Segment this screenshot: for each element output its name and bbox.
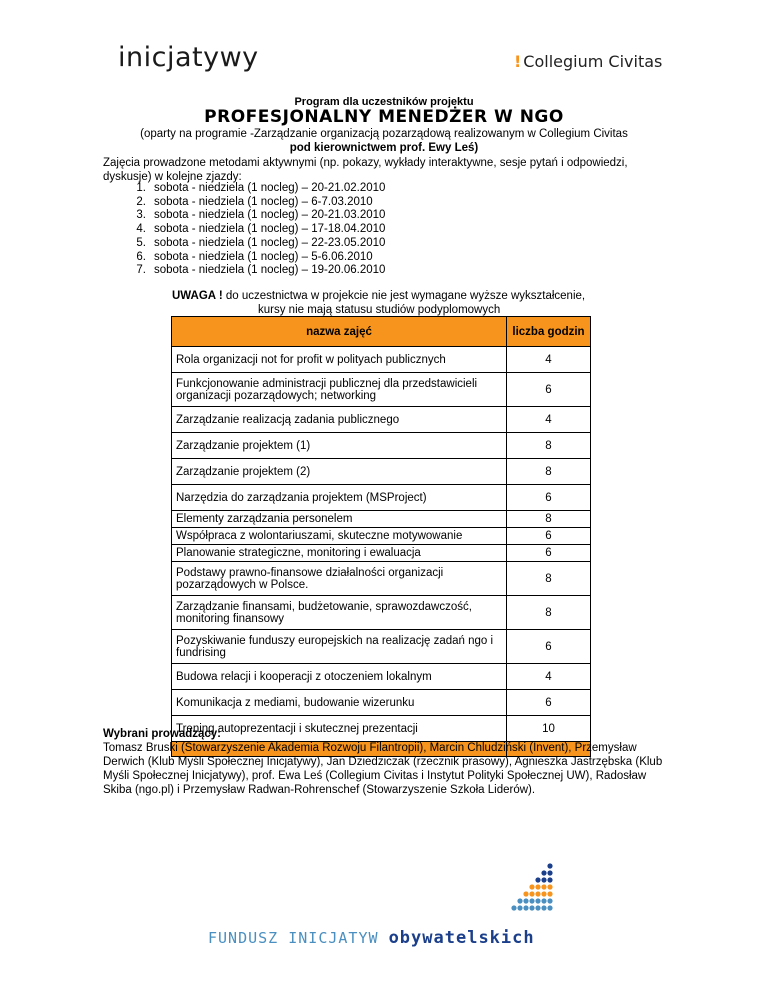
- table-row: [172, 690, 591, 716]
- intro-text: Program dla uczestników projektu: [294, 96, 474, 108]
- fund-logo: [208, 928, 535, 948]
- fund-text-2: obywatelskich: [388, 928, 535, 948]
- course-name-cell: Zarządzanie finansami, budżetowanie, sprawozdawczość, monitoring finansowy: [172, 596, 507, 630]
- warning-note: [172, 290, 585, 317]
- table-row: [172, 407, 591, 433]
- collegium-civitas-logo: [514, 52, 662, 71]
- course-name-cell: Funkcjonowanie administracji publicznej dla przedstawicieli organizacji pozarządowych; networking: [172, 373, 507, 407]
- course-name-cell: Współpraca z wolontariuszami, skuteczne motywowanie: [172, 528, 507, 545]
- logo-text: Collegium Civitas: [523, 52, 663, 71]
- course-hours-cell: 8: [506, 433, 590, 459]
- course-hours-cell: 6: [506, 485, 590, 511]
- course-hours-cell: 10: [506, 716, 590, 742]
- session-text: sobota - niedziela (1 nocleg) – 17-18.04.2010: [154, 223, 386, 236]
- session-item: [106, 237, 385, 251]
- session-number: 4.: [136, 223, 146, 236]
- course-hours-cell: 6: [506, 545, 590, 562]
- course-hours-cell: 4: [506, 347, 590, 373]
- course-hours-cell: 8: [506, 596, 590, 630]
- session-text: sobota - niedziela (1 nocleg) – 19-20.06.2010: [154, 264, 386, 277]
- course-name-cell: Zarządzanie realizacją zadania publicznego: [172, 407, 507, 433]
- table-row: [172, 528, 591, 545]
- course-name-cell: Elementy zarządzania personelem: [172, 511, 507, 528]
- course-hours-cell: 4: [506, 407, 590, 433]
- page-title: PROFESJONALNY MENEDŻER W NGO: [204, 107, 564, 127]
- course-hours-cell: 8: [506, 562, 590, 596]
- table-row: [172, 630, 591, 664]
- table-row: [172, 433, 591, 459]
- session-item: [106, 182, 385, 196]
- session-item: [106, 196, 385, 210]
- session-number: 3.: [136, 209, 146, 222]
- session-list: [106, 182, 385, 278]
- session-text: sobota - niedziela (1 nocleg) – 20-21.03.2010: [154, 209, 386, 222]
- table-row: [172, 373, 591, 407]
- course-name-cell: Rola organizacji not for profit w polityach publicznych: [172, 347, 507, 373]
- table-row: [172, 511, 591, 528]
- methods-text: Zajęcia prowadzone metodami aktywnymi (np. pokazy, wykłady interaktywne, sesje pytań i odpowiedzi, dyskusje) w kolejne zjazdy:: [103, 157, 628, 183]
- course-hours-cell: 6: [506, 690, 590, 716]
- col-hours-header: liczba godzin: [506, 317, 590, 347]
- course-hours-cell: 6: [506, 373, 590, 407]
- session-item: [106, 223, 385, 237]
- col-name-header: nazwa zajęć: [172, 317, 507, 347]
- course-table: [171, 316, 591, 757]
- course-name-cell: Planowanie strategiczne, monitoring i ewaluacja: [172, 545, 507, 562]
- session-number: 5.: [136, 236, 146, 249]
- session-text: sobota - niedziela (1 nocleg) – 22-23.05.2010: [154, 236, 386, 249]
- course-name-cell: Zarządzanie projektem (1): [172, 433, 507, 459]
- course-hours-cell: 8: [506, 459, 590, 485]
- course-name-cell: Narzędzia do zarządzania projektem (MSProject): [172, 485, 507, 511]
- warning-label: UWAGA !: [172, 290, 223, 302]
- inicjatywy-logo: inicjatywy: [118, 42, 259, 73]
- session-text: sobota - niedziela (1 nocleg) – 6-7.03.2010: [154, 195, 373, 208]
- logo-mark: !: [514, 52, 522, 71]
- course-hours-cell: 6: [506, 630, 590, 664]
- session-item: [106, 264, 385, 278]
- table-row: [172, 459, 591, 485]
- table-row: [172, 347, 591, 373]
- table-row: [172, 562, 591, 596]
- course-hours-cell: 6: [506, 528, 590, 545]
- session-number: 6.: [136, 250, 146, 263]
- session-text: sobota - niedziela (1 nocleg) – 5-6.06.2010: [154, 250, 373, 263]
- session-number: 7.: [136, 264, 146, 277]
- warning-text-2: kursy nie mają statusu studiów podyplomowych: [258, 303, 501, 316]
- session-text: sobota - niedziela (1 nocleg) – 20-21.02.2010: [154, 182, 386, 194]
- session-number: 1.: [136, 182, 146, 194]
- table-row: [172, 596, 591, 630]
- dots-pyramid-icon: [510, 860, 560, 920]
- session-item: [106, 251, 385, 265]
- table-row: [172, 485, 591, 511]
- course-name-cell: Pozyskiwanie funduszy europejskich na realizację zadań ngo i fundrising: [172, 630, 507, 664]
- instructors-text: Tomasz Bruski (Stowarzyszenie Akademia Rozwoju Filantropii), Marcin Chludziński (Invent), Przemysław Derwich (Klub Myśli Społecznej Inicjatywy), Jan Dziedziczak (rzecznik prasowy), Agnieszka Jastrzębska (Klub Myśli Społecznej Inicjatywy), prof. Ewa Leś (Collegium Civitas i Instytut Polityki Społecznej UW), Radosław Skiba (ngo.pl) i Przemysław Radwan-Rohrenschef (Stowarzyszenie Szkoła Liderów).: [103, 742, 663, 796]
- instructors-section: [103, 727, 663, 797]
- course-name-cell: Komunikacja z mediami, budowanie wizerunku: [172, 690, 507, 716]
- lead-text: pod kierownictwem prof. Ewy Leś): [289, 142, 479, 154]
- session-item: [106, 209, 385, 223]
- warning-text: do uczestnictwa w projekcie nie jest wymagane wyższe wykształcenie,: [222, 290, 586, 302]
- course-name-cell: Zarządzanie projektem (2): [172, 459, 507, 485]
- course-hours-cell: 4: [506, 664, 590, 690]
- course-name-cell: Trening autoprezentacji i skutecznej prezentacji: [172, 716, 507, 742]
- basis-text: (oparty na programie -Zarządzanie organizacją pozarządową realizowanym w Collegium Civitas: [140, 128, 628, 140]
- course-hours-cell: 8: [506, 511, 590, 528]
- fund-text-1: FUNDUSZ INICJATYW: [208, 929, 379, 947]
- instructors-heading: Wybrani prowadzący:: [103, 728, 222, 740]
- session-number: 2.: [136, 195, 146, 208]
- course-name-cell: Budowa relacji i kooperacji z otoczeniem lokalnym: [172, 664, 507, 690]
- table-row: [172, 664, 591, 690]
- table-row: [172, 545, 591, 562]
- course-name-cell: Podstawy prawno-finansowe działalności organizacji pozarządowych w Polsce.: [172, 562, 507, 596]
